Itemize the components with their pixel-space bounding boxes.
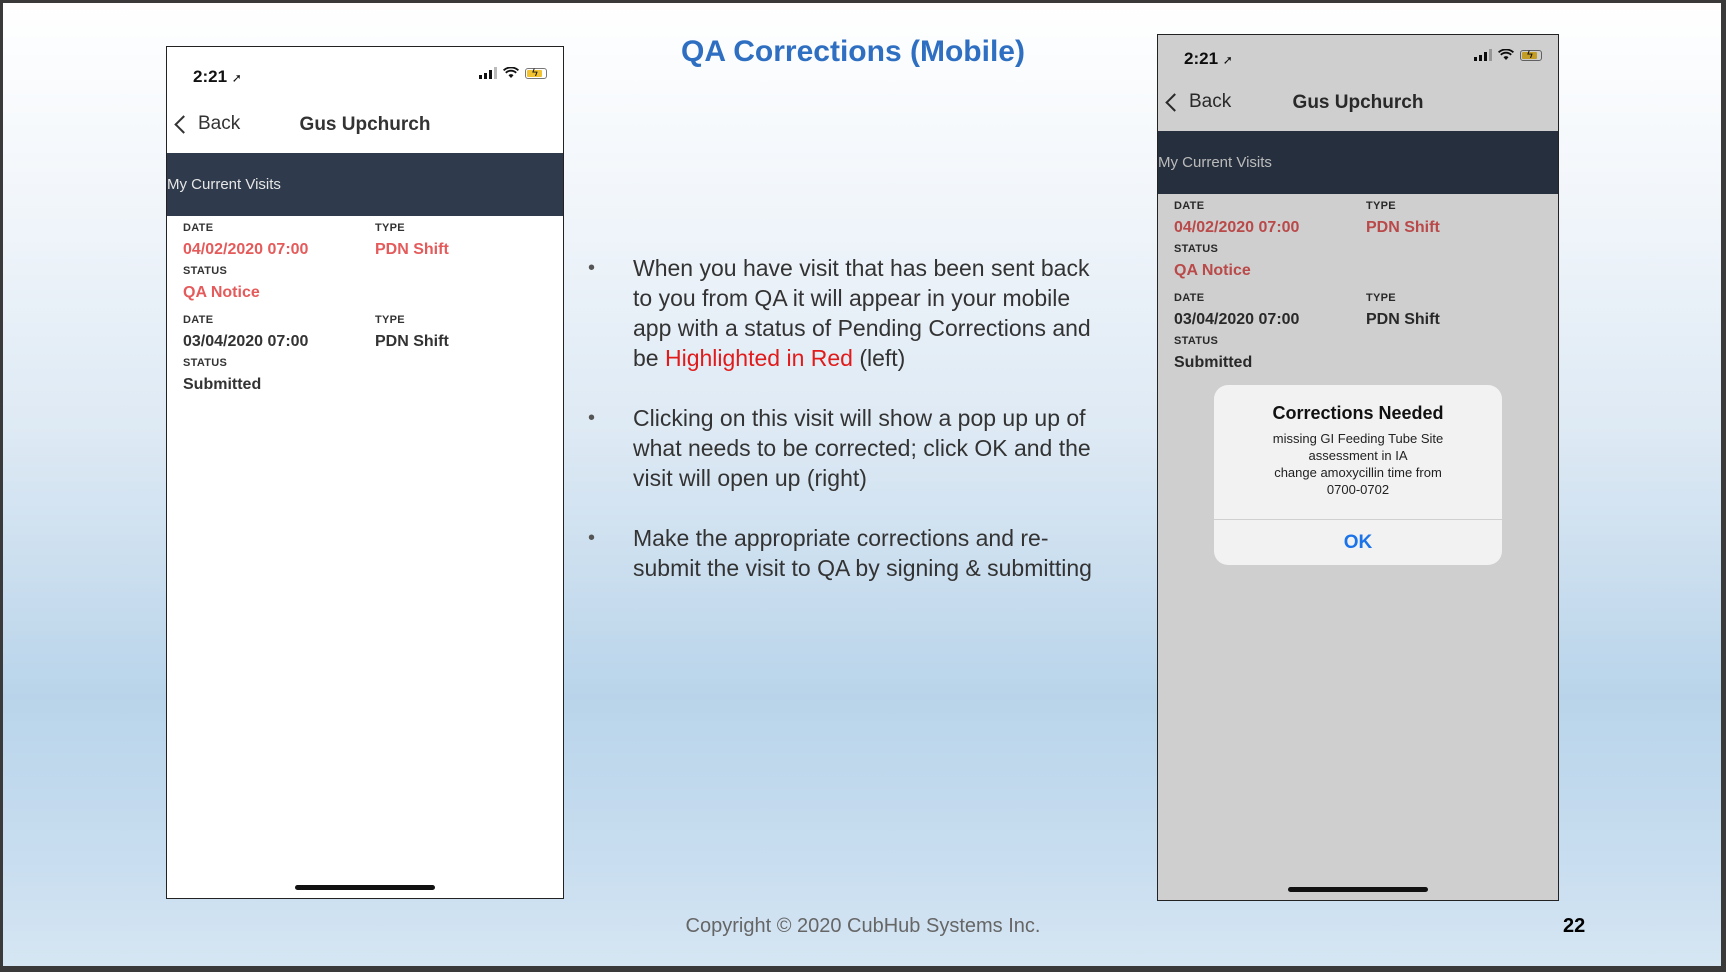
page-number: 22: [1563, 915, 1586, 937]
type-label: TYPE: [375, 222, 405, 234]
location-icon: ➚: [1222, 53, 1233, 67]
date-label: DATE: [183, 222, 214, 234]
alert-message: missing GI Feeding Tube Site assessment in IA change amoxycillin time from 0700-0702: [1272, 431, 1444, 497]
nav-title: Gus Upchurch: [299, 114, 431, 135]
location-icon: ➚: [231, 71, 242, 85]
bullet-dot: •: [588, 527, 596, 549]
back-button[interactable]: Back: [1168, 91, 1231, 113]
nav-title: Gus Upchurch: [1292, 92, 1424, 113]
status-time: 2:21 ➚: [1184, 49, 1233, 68]
status-bar: [1158, 35, 1558, 85]
ok-button[interactable]: OK: [1343, 532, 1373, 553]
date-label: DATE: [1174, 292, 1205, 304]
home-indicator[interactable]: [1288, 887, 1428, 892]
status-label: STATUS: [1174, 243, 1219, 255]
visit-status: Submitted: [183, 376, 262, 393]
status-label: STATUS: [183, 357, 228, 369]
phone-screenshot-right: [1157, 34, 1559, 901]
bullet-item-3: • Make the appropriate corrections and re-submit the visit to QA by signing & submitting: [588, 525, 1092, 581]
back-button[interactable]: Back: [177, 113, 240, 135]
visit-type: PDN Shift: [375, 241, 449, 258]
bullet-item-2: • Clicking on this visit will show a pop up up of what needs to be corrected; click OK and the visit will open up (right): [588, 405, 1091, 491]
visit-status: QA Notice: [183, 284, 260, 301]
signal-icon: [1474, 49, 1492, 61]
visit-date: 03/04/2020 07:00: [1174, 311, 1300, 328]
type-label: TYPE: [1366, 292, 1396, 304]
visit-type: PDN Shift: [1366, 219, 1440, 236]
nav-bar: [1158, 85, 1558, 131]
alert-title: Corrections Needed: [1272, 403, 1444, 423]
visit-item-1[interactable]: [183, 222, 563, 312]
status-bar: [167, 47, 563, 107]
visit-item-1[interactable]: [1174, 200, 1558, 290]
bullet-dot: •: [588, 257, 596, 279]
wifi-icon: [503, 67, 519, 79]
visit-date: 03/04/2020 07:00: [183, 333, 309, 350]
nav-bar: [167, 107, 563, 153]
battery-icon: ϟ: [1520, 50, 1542, 61]
visit-item-2[interactable]: [183, 312, 563, 402]
home-indicator[interactable]: [295, 885, 435, 890]
slide-title: QA Corrections (Mobile): [681, 35, 1025, 68]
corrections-alert: [1214, 385, 1502, 565]
slide: [3, 3, 1721, 966]
visit-item-2[interactable]: [1174, 290, 1558, 380]
date-label: DATE: [183, 314, 214, 326]
battery-icon: ϟ: [525, 68, 547, 79]
highlight-text: Highlighted in Red: [664, 345, 853, 371]
wifi-icon: [1498, 49, 1514, 61]
signal-icon: [479, 67, 497, 79]
status-time: 2:21 ➚: [193, 67, 242, 86]
section-banner: My Current Visits: [1158, 131, 1558, 194]
bullet-list: [588, 253, 1108, 613]
visit-list: [167, 216, 563, 402]
visit-date: 04/02/2020 07:00: [1174, 219, 1300, 236]
date-label: DATE: [1174, 200, 1205, 212]
type-label: TYPE: [375, 314, 405, 326]
visit-list: [1158, 194, 1558, 380]
section-banner: My Current Visits: [167, 153, 563, 216]
phone-screenshot-left: [166, 46, 564, 899]
visit-status: Submitted: [1174, 354, 1253, 371]
copyright-footer: Copyright © 2020 CubHub Systems Inc.: [685, 915, 1041, 937]
visit-type: PDN Shift: [1366, 311, 1440, 328]
bullet-item-1: • When you have visit that has been sent back to you from QA it will appear in your mobile app with a status of Pending Corrections and be Highlighted in Red (left): [588, 255, 1091, 371]
status-label: STATUS: [183, 265, 228, 277]
visit-date: 04/02/2020 07:00: [183, 241, 309, 258]
visit-type: PDN Shift: [375, 333, 449, 350]
visit-status: QA Notice: [1174, 262, 1251, 279]
bullet-dot: •: [588, 407, 596, 429]
type-label: TYPE: [1366, 200, 1396, 212]
status-label: STATUS: [1174, 335, 1219, 347]
